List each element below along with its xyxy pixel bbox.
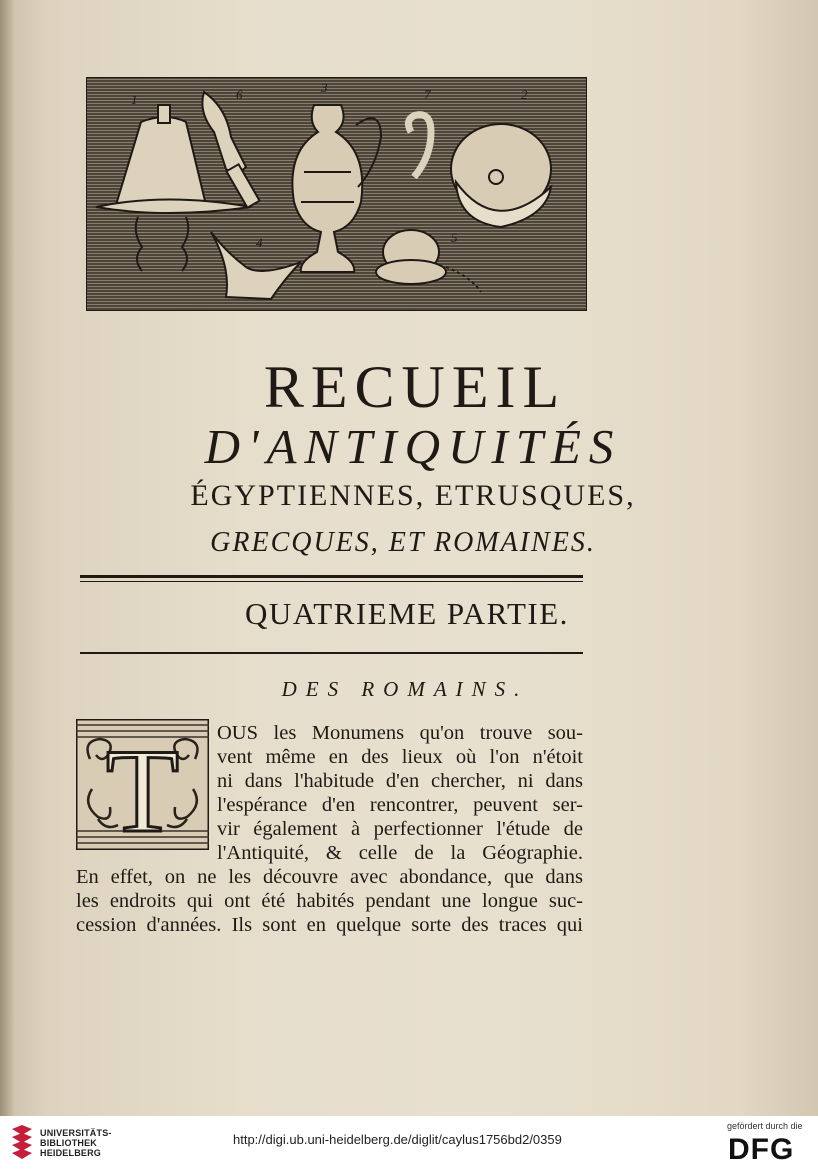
title-grecques: GRECQUES, ET ROMAINES. xyxy=(210,527,596,558)
body-line-2: vent même en des lieux où l'on n'étoit xyxy=(217,746,583,768)
title-recueil: RECUEIL xyxy=(263,354,567,420)
body-line-9: cession d'années. Ils sont en quelque sorte des traces qui xyxy=(76,914,583,936)
figure-number-3: 3 xyxy=(321,80,328,95)
body-line-1: OUS les Monumens qu'on trouve sou- xyxy=(217,722,583,744)
library-name-line-1: UNIVERSITÄTS- xyxy=(40,1128,112,1138)
dropcap-ornament xyxy=(76,719,209,850)
university-library-logo xyxy=(10,1123,36,1163)
dropcap-letter: T xyxy=(105,724,180,850)
engraving-vignette xyxy=(86,77,587,311)
figure-number-2: 2 xyxy=(521,87,528,102)
body-line-3: ni dans l'habitude d'en chercher, ni dans xyxy=(217,770,583,792)
library-name-line-3: HEIDELBERG xyxy=(40,1148,102,1158)
title-egyptiennes: ÉGYPTIENNES, ETRUSQUES, xyxy=(190,479,636,512)
library-name-line-2: BIBLIOTHEK xyxy=(40,1138,97,1148)
body-line-4: l'espérance d'en rencontrer, peuvent ser- xyxy=(217,794,583,816)
title-antiquites: D'ANTIQUITÉS xyxy=(204,419,622,474)
figure-number-7: 7 xyxy=(424,87,431,102)
figure-number-1: 1 xyxy=(131,92,138,107)
helmet-figure xyxy=(451,124,551,227)
figure-number-4: 4 xyxy=(256,235,263,250)
body-line-6: l'Antiquité, & celle de la Géographie. xyxy=(217,842,583,864)
figure-number-5: 5 xyxy=(451,230,458,245)
body-line-7: En effet, on ne les découvre avec abondance, que dans xyxy=(76,866,583,888)
body-line-5: vir également à perfectionner l'étude de xyxy=(217,818,583,840)
part-heading: QUATRIEME PARTIE. xyxy=(245,596,569,631)
section-rule xyxy=(80,652,583,654)
dfg-logo: DFG xyxy=(728,1133,795,1166)
funded-by-text: gefördert durch die xyxy=(727,1121,803,1131)
section-heading: DES ROMAINS. xyxy=(281,677,529,701)
double-rule-bottom xyxy=(80,581,583,582)
double-rule-top xyxy=(80,575,583,578)
body-line-8: les endroits qui ont été habités pendant une longue suc- xyxy=(76,890,583,912)
source-url-link[interactable]: http://digi.ub.uni-heidelberg.de/diglit/caylus1756bd2/0359 xyxy=(233,1132,562,1147)
figure-number-6: 6 xyxy=(236,87,243,102)
